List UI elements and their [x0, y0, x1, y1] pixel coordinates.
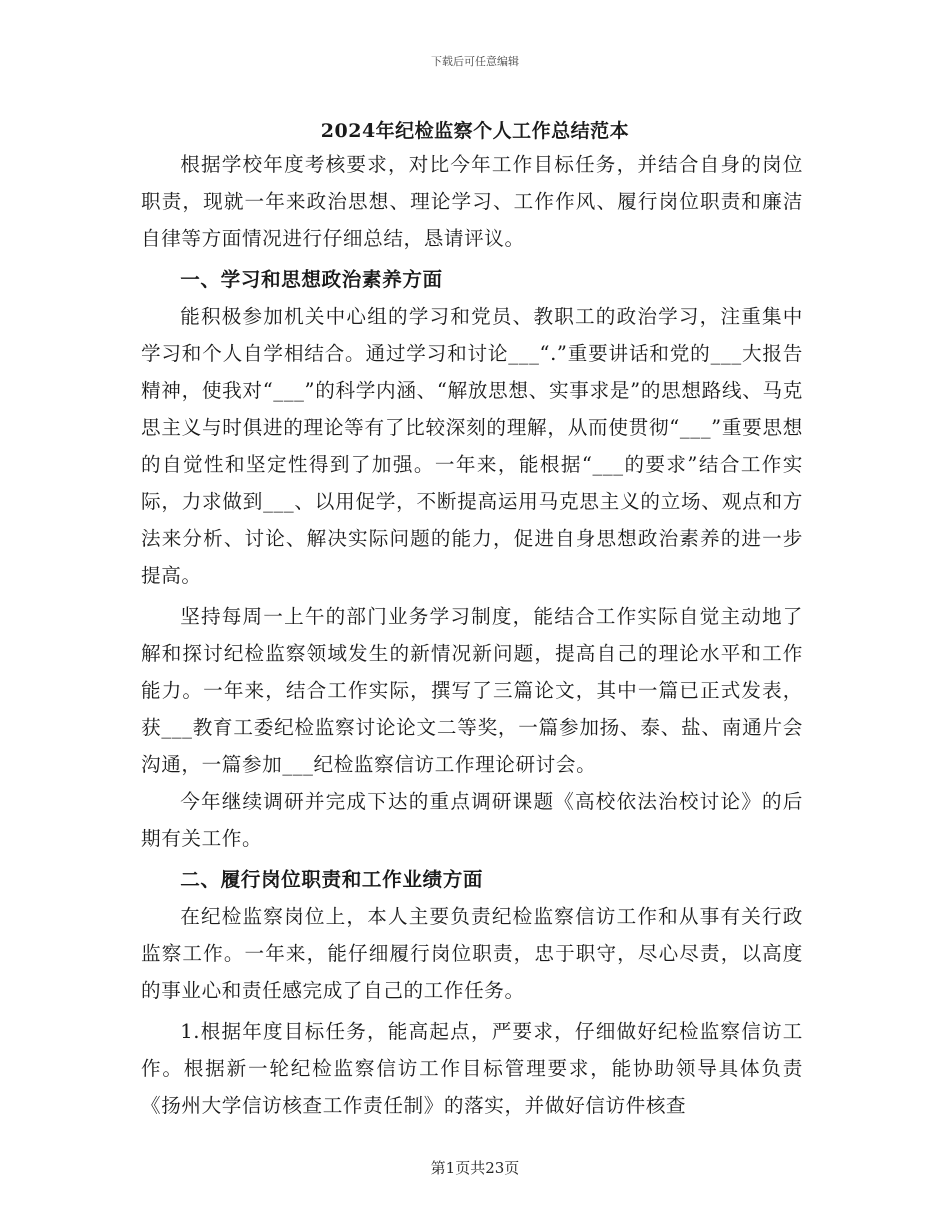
section-heading-1: 一、学习和思想政治素养方面	[180, 268, 443, 291]
paragraph-research: 今年继续调研并完成下达的重点调研课题《高校依法治校讨论》的后期有关工作。	[141, 790, 803, 850]
paragraph-intro: 根据学校年度考核要求，对比今年工作目标任务，并结合自身的岗位职责，现就一年来政治思想、理论学习、工作作风、履行岗位职责和廉洁自律等方面情况进行仔细总结，恳请评议。	[141, 153, 803, 250]
page-title: 2024年纪检监察个人工作总结范本	[320, 120, 630, 142]
document-body	[141, 146, 803, 1124]
paragraph-study: 能积极参加机关中心组的学习和党员、教职工的政治学习，注重集中学习和个人自学相结合。通过学习和讨论___“.”重要讲话和党的___大报告精神，使我对“___”的科学内涵、“解放思想、实事求是”的思想路线、马克思主义与时俱进的理论等有了比较深刻的理解，从而使贯彻“___”重要思想的自觉性和坚定性得到了加强。一年来，能根据“___的要求”结合工作实际，力求做到___、以用促学，不断提高运用马克思主义的立场、观点和方法来分析、讨论、解决实际问题的能力，促进自身思想政治素养的进一步提高。	[141, 305, 803, 587]
paragraph-item-1: 1.根据年度目标任务，能高起点，严要求，仔细做好纪检监察信访工作。根据新一轮纪检监察信访工作目标管理要求，能协助领导具体负责《扬州大学信访核查工作责任制》的落实，并做好信访件核查	[141, 1020, 803, 1117]
paragraph-duties: 在纪检监察岗位上，本人主要负责纪检监察信访工作和从事有关行政监察工作。一年来，能仔细履行岗位职责，忠于职守，尽心尽责，以高度的事业心和责任感完成了自己的工作任务。	[141, 905, 803, 1002]
section-heading-2: 二、履行岗位职责和工作业绩方面	[180, 868, 484, 891]
header-note: 下载后可任意编辑	[431, 55, 519, 68]
paragraph-weekly-study: 坚持每周一上午的部门业务学习制度，能结合工作实际自觉主动地了解和探讨纪检监察领域发生的新情况新问题，提高自己的理论水平和工作能力。一年来，结合工作实际，撰写了三篇论文，其中一篇已正式发表，获___教育工委纪检监察讨论论文二等奖，一篇参加扬、泰、盐、南通片会沟通，一篇参加___纪检监察信访工作理论研讨会。	[141, 605, 803, 776]
page-footer: 第1页共23页	[430, 1159, 520, 1177]
